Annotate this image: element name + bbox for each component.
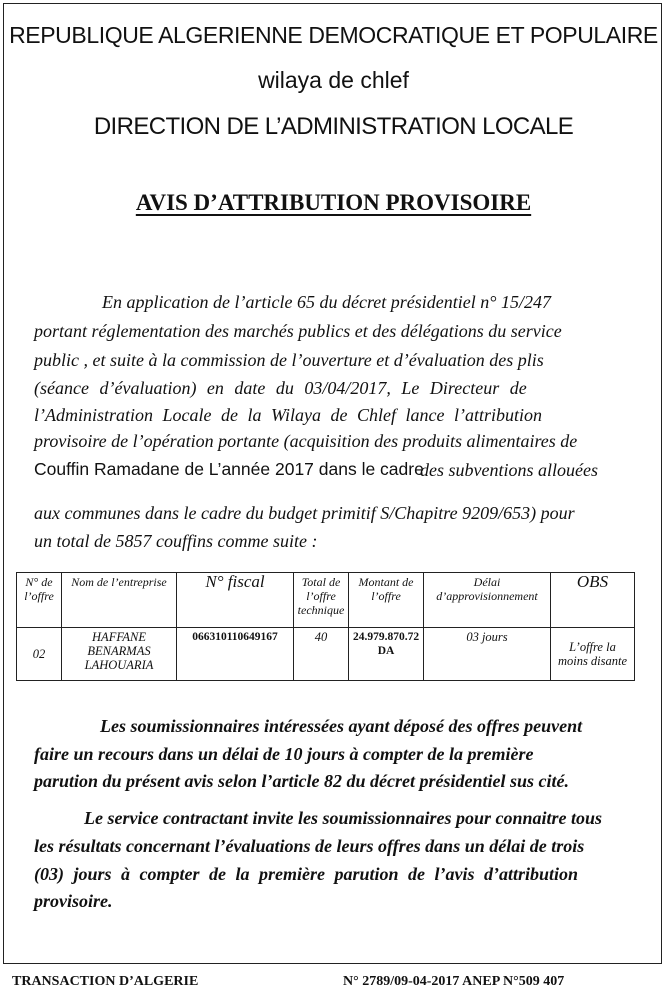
col-header-company: Nom de l’entreprise (62, 573, 177, 628)
direction-heading: DIRECTION DE L’ADMINISTRATION LOCALE (93, 113, 574, 140)
paragraph2-line: Les soumissionnaires intéressées ayant déposé des offres peuvent (100, 716, 583, 736)
wilaya-heading: wilaya de chlef (258, 67, 409, 93)
paragraph1-line: l’Administration Locale de la Wilaya de Chlef lance l’attribution (34, 405, 542, 425)
paragraph3-line: Le service contractant invite les soumissionnaires pour connaitre tous (84, 808, 603, 828)
attribution-table (16, 572, 635, 681)
footer-reference: N° 2789/09-04-2017 ANEP N°509 407 (343, 974, 565, 989)
paragraph1-line: provisoire de l’opération portante (acquisition des produits alimentaires de (34, 431, 578, 451)
paragraph2-line: parution du présent avis selon l’article 82 du décret présidentiel sus cité. (34, 771, 569, 791)
paragraph1-line: Couffin Ramadane de L’année 2017 dans le cadre (34, 459, 424, 479)
paragraph1-line: (séance d’évaluation) en date du 03/04/2017, Le Directeur de (34, 378, 527, 398)
paragraph3-line: provisoire. (34, 891, 113, 911)
cell-technical-total: 40 (294, 628, 349, 681)
cell-company: HAFFANE BENARMAS LAHOUARIA (62, 628, 177, 681)
cell-delay: 03 jours (424, 628, 551, 681)
notice-title-text: AVIS D’ATTRIBUTION PROVISOIRE (135, 190, 532, 215)
paragraph1-line: En application de l’article 65 du décret présidentiel n° 15/247 (102, 292, 551, 312)
col-header-delay: Délai d’approvisionnement (424, 573, 551, 628)
paragraph2-line: faire un recours dans un délai de 10 jours à compter de la première (34, 744, 534, 764)
paragraph1-line: un total de 5857 couffins comme suite : (34, 531, 318, 551)
table-row (17, 628, 635, 681)
col-header-obs: OBS (551, 573, 635, 628)
col-header-fiscal: N° fiscal (177, 573, 294, 628)
paragraph1-line: portant réglementation des marchés publics et des délégations du service (34, 321, 562, 341)
cell-amount: 24.979.870.72 DA (349, 628, 424, 681)
cell-offer-no: 02 (17, 628, 62, 681)
paragraph1-line: public , et suite à la commission de l’ouverture et d’évaluation des plis (34, 350, 544, 370)
cell-obs: L’offre la moins disante (551, 628, 635, 681)
notice-title (0, 190, 667, 216)
table-header-row (17, 573, 635, 628)
republic-heading: REPUBLIQUE ALGERIENNE DEMOCRATIQUE ET POPULAIRE (9, 22, 658, 48)
footer-publication: TRANSACTION D’ALGERIE (12, 974, 199, 989)
col-header-technical-total: Total de l’offre technique (294, 573, 349, 628)
col-header-offer-no: N° de l’offre (17, 573, 62, 628)
paragraph3-line: les résultats concernant l’évaluations de leurs offres dans un délai de trois (34, 836, 585, 856)
paragraph1-line: des subventions allouées (420, 460, 598, 480)
paragraph3-line: (03) jours à compter de la première parution de l’avis d’attribution (34, 864, 578, 884)
col-header-amount: Montant de l’offre (349, 573, 424, 628)
cell-fiscal: 066310110649167 (177, 628, 294, 681)
paragraph1-line: aux communes dans le cadre du budget primitif S/Chapitre 9209/653) pour (34, 503, 575, 523)
